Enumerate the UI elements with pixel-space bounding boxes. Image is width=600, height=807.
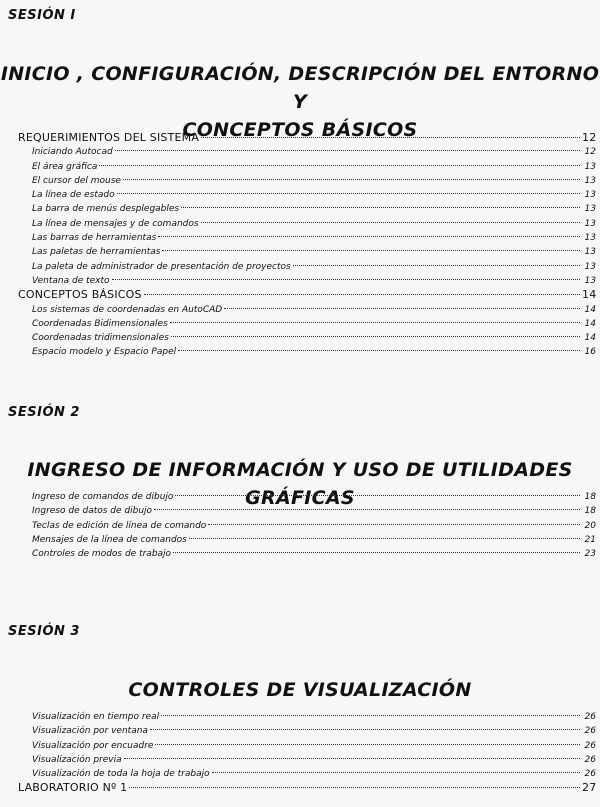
toc-leader-dots <box>161 714 580 716</box>
toc-entry <box>18 767 600 781</box>
toc-entry-title: Espacio modelo y Espacio Papel <box>32 347 177 358</box>
toc-entry <box>18 331 600 345</box>
toc-entry-page: 12 <box>584 147 596 158</box>
toc-leader-dots <box>117 192 580 194</box>
session-1-label: SESIÓN I <box>8 8 76 23</box>
toc-entry-title: Mensajes de la línea de comandos <box>32 534 187 545</box>
toc-entry <box>18 174 600 188</box>
toc-entry-page: 16 <box>584 347 596 358</box>
toc-entry-page: 26 <box>584 740 596 751</box>
toc-leader-dots <box>154 508 580 510</box>
toc-leader-dots <box>99 164 580 166</box>
toc-entry-page: 14 <box>584 304 596 315</box>
toc-entry <box>18 131 600 145</box>
session-2-title-line-1: INGRESO DE INFORMACIÓN Y USO DE UTILIDADES GRÁFICAS <box>27 459 573 509</box>
toc-entry <box>18 724 600 738</box>
toc-leader-dots <box>162 249 580 251</box>
toc-leader-dots <box>129 786 580 788</box>
toc-entry-title: Teclas de edición de línea de comando <box>32 520 207 531</box>
toc-entry-title: Los sistemas de coordenadas en AutoCAD <box>32 304 223 315</box>
toc-leader-dots <box>144 293 580 295</box>
toc-leader-dots <box>170 321 580 323</box>
toc-entry <box>18 145 600 159</box>
toc-entry <box>18 490 600 504</box>
toc-entry <box>18 739 600 753</box>
session-2-label: SESIÓN 2 <box>8 405 80 420</box>
toc-leader-dots <box>175 494 580 496</box>
session-2-toc <box>18 490 600 561</box>
toc-leader-dots <box>171 335 580 337</box>
toc-entry <box>18 317 600 331</box>
session-3-title <box>0 676 600 704</box>
toc-entry-title: Coordenadas Bidimensionales <box>32 318 168 329</box>
session-1-title-line-1: INICIO , CONFIGURACIÓN, DESCRIPCIÓN DEL ENTORNO Y <box>0 63 600 113</box>
toc-leader-dots <box>224 307 580 309</box>
toc-entry-page: 26 <box>584 726 596 737</box>
toc-leader-dots <box>201 221 580 223</box>
toc-entry-page: 26 <box>584 754 596 765</box>
toc-leader-dots <box>158 235 580 237</box>
toc-entry-title: Las paletas de herramientas <box>32 247 161 258</box>
toc-entry-page: 13 <box>584 175 596 186</box>
session-3-toc <box>18 710 600 796</box>
toc-leader-dots <box>124 757 580 759</box>
toc-entry-page: 13 <box>584 233 596 244</box>
toc-entry-title: Ventana de texto <box>32 275 110 286</box>
toc-entry-page: 20 <box>584 520 596 531</box>
toc-entry-title: Visualización de toda la hoja de trabajo <box>32 769 210 780</box>
toc-entry-page: 13 <box>584 261 596 272</box>
toc-entry <box>18 547 600 561</box>
toc-leader-dots <box>155 743 580 745</box>
toc-leader-dots <box>173 551 580 553</box>
toc-entry-title: CONCEPTOS BÁSICOS <box>18 288 142 302</box>
toc-entry <box>18 781 600 795</box>
toc-entry-title: Visualización por encuadre <box>32 740 154 751</box>
toc-entry-title: Visualización en tiempo real <box>32 712 160 722</box>
toc-leader-dots <box>181 206 580 208</box>
toc-entry-page: 21 <box>584 534 596 545</box>
session-3-title-line-1: CONTROLES DE VISUALIZACIÓN <box>128 679 472 701</box>
toc-leader-dots <box>201 136 580 138</box>
toc-entry-page: 12 <box>582 131 597 144</box>
toc-entry <box>18 245 600 259</box>
toc-entry <box>18 504 600 518</box>
toc-entry-title: La barra de menús desplegables <box>32 204 180 215</box>
toc-entry-page: 13 <box>584 204 596 215</box>
toc-entry-title: LABORATORIO Nº 1 <box>18 781 128 795</box>
toc-leader-dots <box>123 178 580 180</box>
toc-entry <box>18 188 600 202</box>
toc-leader-dots <box>112 278 580 280</box>
toc-entry-page: 26 <box>584 712 596 722</box>
toc-entry-title: El cursor del mouse <box>32 175 121 186</box>
toc-entry-page: 14 <box>584 333 596 344</box>
toc-leader-dots <box>208 523 580 525</box>
toc-entry <box>18 231 600 245</box>
toc-entry <box>18 519 600 533</box>
toc-leader-dots <box>293 264 580 266</box>
toc-entry <box>18 288 600 302</box>
toc-entry-page: 13 <box>584 161 596 172</box>
toc-entry <box>18 345 600 359</box>
session-3-label: SESIÓN 3 <box>8 624 80 639</box>
toc-leader-dots <box>189 537 580 539</box>
toc-entry-page: 23 <box>584 549 596 560</box>
toc-entry-title: La línea de estado <box>32 190 115 201</box>
toc-entry <box>18 274 600 288</box>
toc-entry-title: Visualización previa <box>32 754 122 765</box>
toc-entry <box>18 160 600 174</box>
toc-leader-dots <box>150 728 580 730</box>
toc-entry-page: 13 <box>584 247 596 258</box>
toc-leader-dots <box>115 149 580 151</box>
toc-entry <box>18 202 600 216</box>
toc-entry-title: El área gráfica <box>32 161 98 172</box>
toc-entry-page: 18 <box>584 506 596 517</box>
toc-entry-title: Visualización por ventana <box>32 726 148 737</box>
toc-entry-title: La paleta de administrador de presentación de proyectos <box>32 261 291 272</box>
toc-entry-page: 26 <box>584 769 596 780</box>
toc-entry-page: 14 <box>582 288 597 302</box>
toc-leader-dots <box>212 771 580 773</box>
toc-entry-title: Controles de modos de trabajo <box>32 549 172 560</box>
toc-entry-title: Las barras de herramientas <box>32 233 157 244</box>
session-1-toc <box>18 131 600 360</box>
session-1-title-line-2: CONCEPTOS BÁSICOS <box>182 119 418 141</box>
toc-entry <box>18 303 600 317</box>
toc-entry-title: La línea de mensajes y de comandos <box>32 218 199 229</box>
toc-entry <box>18 710 600 724</box>
toc-entry-title: Iniciando Autocad <box>32 147 113 158</box>
toc-entry-page: 27 <box>582 781 597 795</box>
toc-entry-page: 13 <box>584 275 596 286</box>
toc-entry-title: REQUERIMIENTOS DEL SISTEMA <box>18 131 200 144</box>
toc-entry-title: Coordenadas tridimensionales <box>32 333 169 344</box>
toc-entry-page: 14 <box>584 318 596 329</box>
toc-entry <box>18 217 600 231</box>
toc-entry-page: 13 <box>584 218 596 229</box>
toc-entry-title: Ingreso de datos de dibujo <box>32 506 153 517</box>
toc-entry <box>18 753 600 767</box>
toc-entry-page: 18 <box>584 492 596 502</box>
toc-leader-dots <box>178 349 580 351</box>
toc-entry <box>18 533 600 547</box>
toc-entry <box>18 260 600 274</box>
toc-entry-title: Ingreso de comandos de dibujo <box>32 492 174 502</box>
toc-entry-page: 13 <box>584 190 596 201</box>
